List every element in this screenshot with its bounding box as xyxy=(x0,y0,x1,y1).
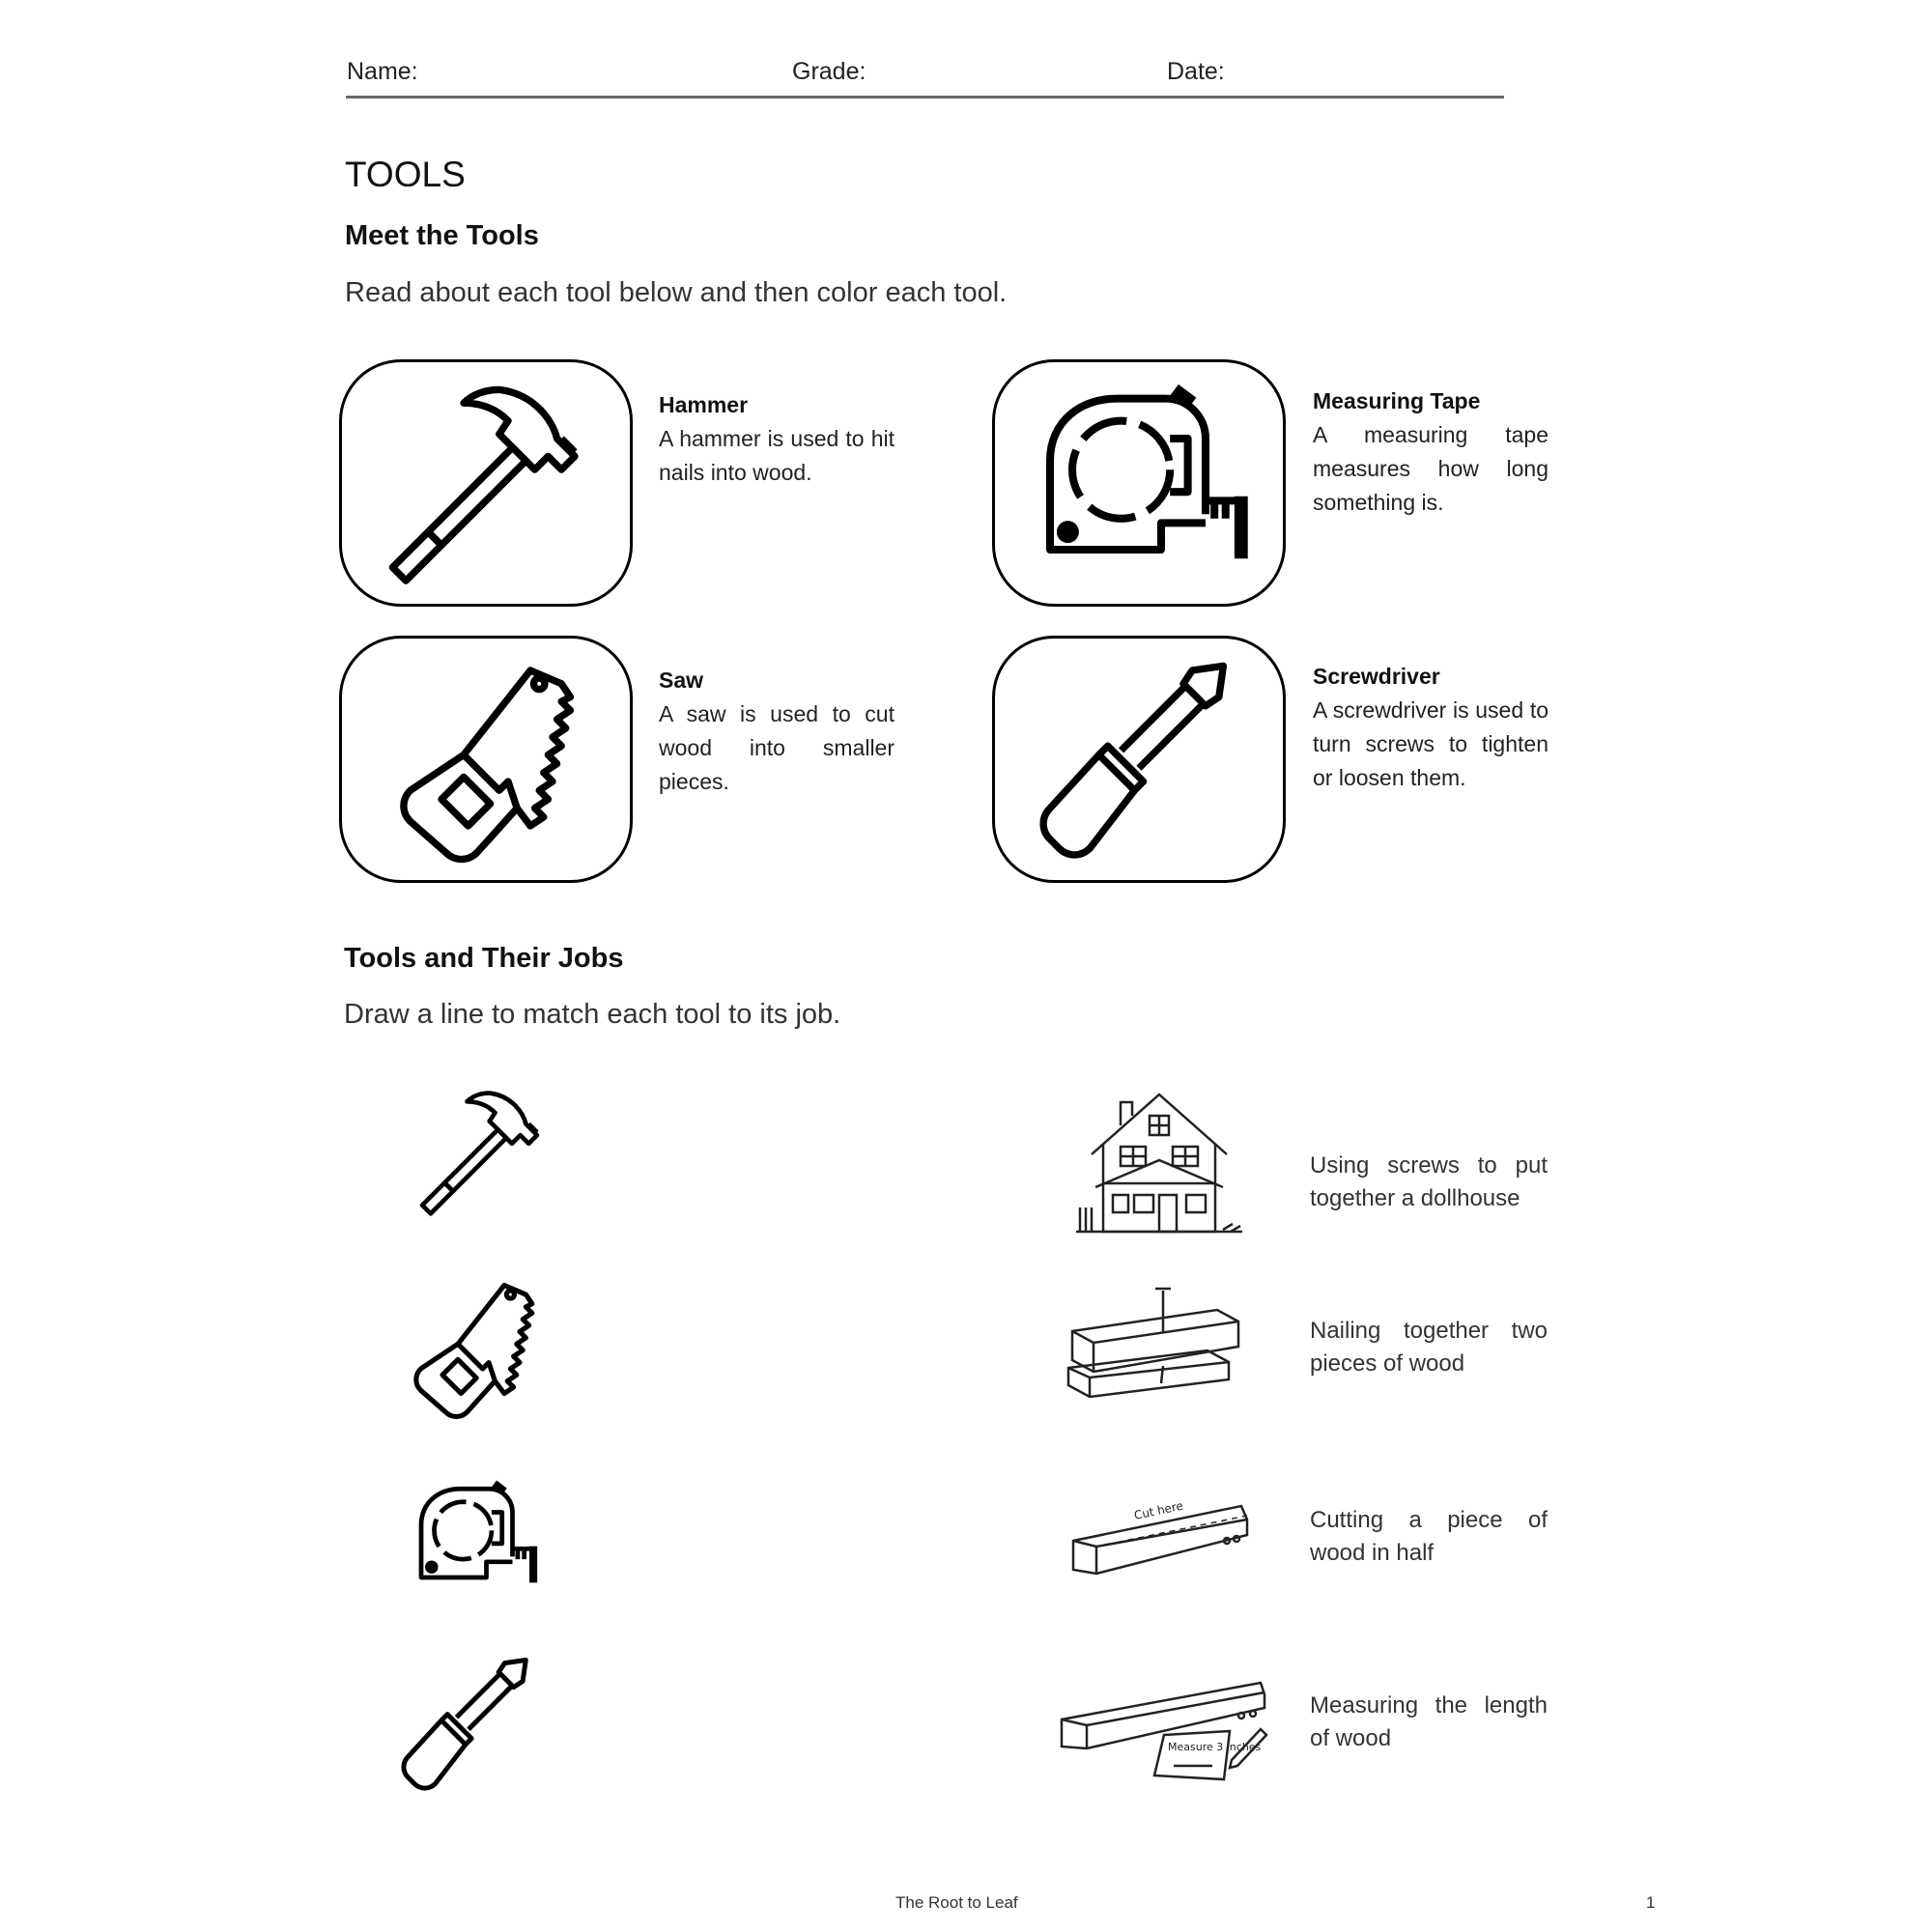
hammer-icon xyxy=(375,372,597,594)
measuring-tape-icon xyxy=(1028,372,1250,594)
section-instruction-jobs: Draw a line to match each tool to its job. xyxy=(344,999,841,1030)
match-saw-icon xyxy=(396,1267,551,1427)
job-text-dollhouse: Using screws to put together a dollhouse xyxy=(1310,1152,1548,1211)
saw-card xyxy=(339,636,633,883)
screwdriver-card xyxy=(992,636,1286,883)
match-measuring-tape-icon xyxy=(391,1473,555,1604)
dollhouse-illustration xyxy=(1072,1087,1246,1241)
screwdriver-icon xyxy=(1028,648,1250,870)
match-screwdriver-icon xyxy=(391,1648,546,1799)
section-instruction-meet: Read about each tool below and then color each tool. xyxy=(345,277,1008,308)
saw-description xyxy=(659,664,895,799)
cut-wood-illustration xyxy=(1067,1492,1261,1589)
tool-name: Measuring Tape xyxy=(1313,388,1481,413)
tool-name: Hammer xyxy=(659,392,749,417)
tool-text: A saw is used to cut wood into smaller pieces. xyxy=(659,701,895,794)
hammer-description xyxy=(659,388,895,490)
measure-wood-illustration xyxy=(1058,1671,1275,1787)
name-label: Name: xyxy=(347,58,418,85)
nailed-wood-illustration xyxy=(1063,1283,1246,1408)
job-text-nailing: Nailing together two pieces of wood xyxy=(1310,1318,1548,1377)
date-label: Date: xyxy=(1167,58,1225,85)
measure-note-label: Measure 3 inches xyxy=(1168,1741,1262,1753)
tool-name: Saw xyxy=(659,668,704,693)
grade-label: Grade: xyxy=(792,58,867,85)
screwdriver-description xyxy=(1313,660,1548,795)
hammer-card xyxy=(339,359,633,607)
tool-text: A measuring tape measures how long something is. xyxy=(1313,422,1548,515)
measuring-tape-description xyxy=(1313,384,1548,520)
cut-here-label: Cut here xyxy=(1132,1498,1185,1522)
job-text-cutting: Cutting a piece of wood in half xyxy=(1310,1507,1548,1566)
page-title: TOOLS xyxy=(345,155,466,194)
tool-text: A hammer is used to hit nails into wood. xyxy=(659,426,895,485)
section-heading-jobs: Tools and Their Jobs xyxy=(344,943,624,974)
measuring-tape-card xyxy=(992,359,1286,607)
job-text-measuring: Measuring the length of wood xyxy=(1310,1692,1548,1751)
page-number: 1 xyxy=(1646,1893,1656,1912)
tool-name: Screwdriver xyxy=(1313,664,1440,689)
section-heading-meet: Meet the Tools xyxy=(345,220,539,251)
header-rule xyxy=(346,96,1504,99)
footer-brand: The Root to Leaf xyxy=(895,1893,1018,1912)
match-hammer-icon xyxy=(404,1082,558,1222)
tool-text: A screwdriver is used to turn screws to tighten or loosen them. xyxy=(1313,697,1548,790)
saw-icon xyxy=(375,648,597,870)
